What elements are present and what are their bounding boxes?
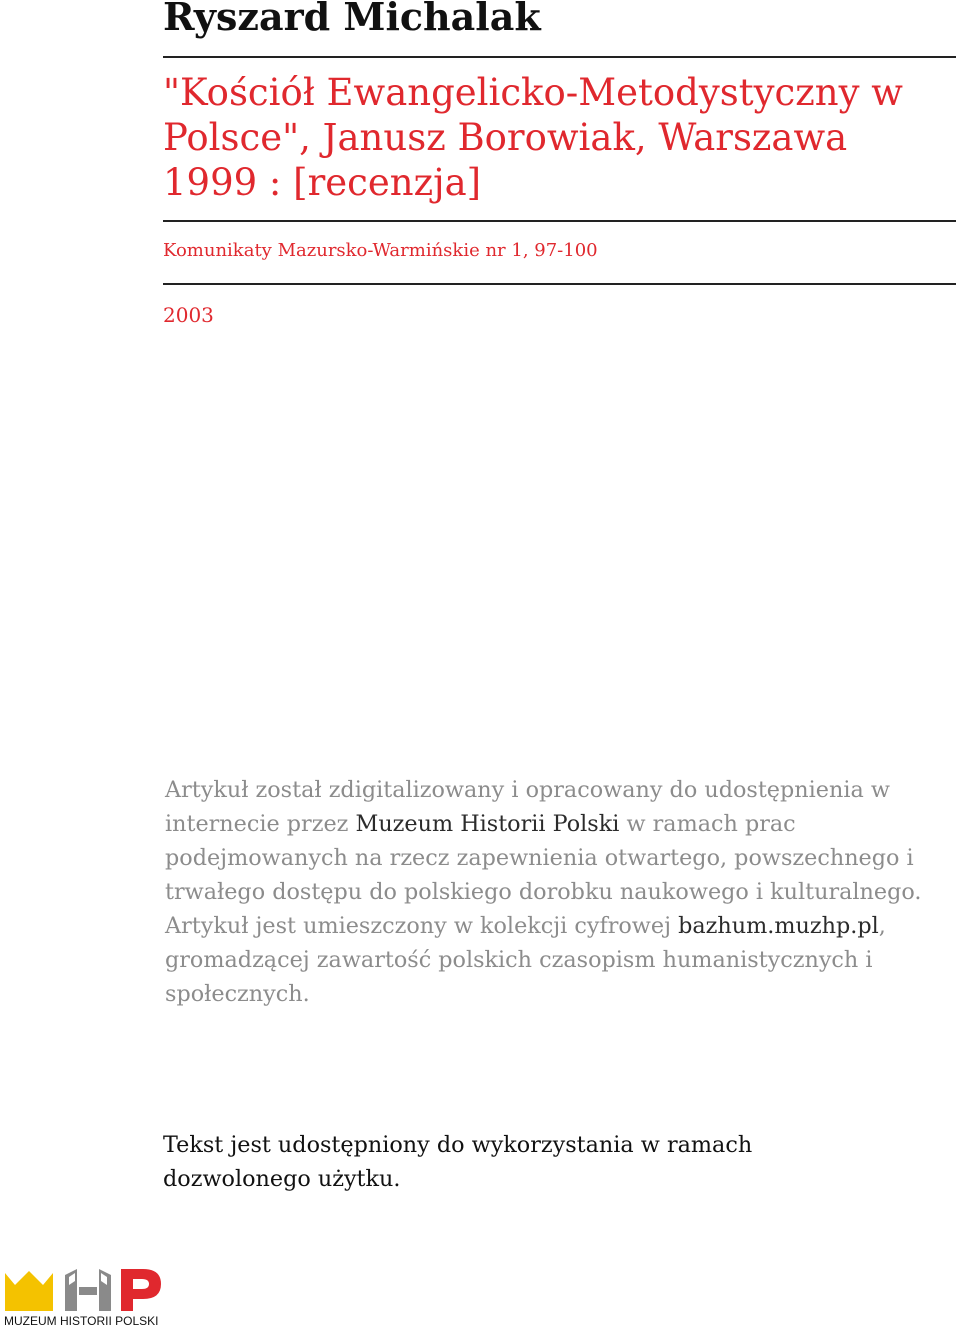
museum-name-link[interactable]: Muzeum Historii Polski [355,811,620,837]
bazhum-link[interactable]: bazhum.muzhp.pl [678,913,879,939]
notice-text-1: Artykuł został zdigitalizowany i opracowany do udostępnienia w internecie przez [165,777,890,837]
notice-text-2: w ramach prac podejmowanych na rzecz zapewnienia otwartego, powszechnego i trwałego dostępu do polskiego dorobku naukowego i kulturalnego. Artykuł jest umieszczony w kolekcji cyfrowej [165,811,922,939]
logo-text: MUZEUM HISTORII POLSKI [4,1314,159,1328]
logo-h-shape [65,1269,111,1311]
journal-source: Komunikaty Mazursko-Warmińskie nr 1, 97-100 [163,240,598,261]
divider-bottom [163,283,956,285]
museum-logo-icon [3,1265,168,1313]
publication-year: 2003 [163,303,214,327]
author-name: Ryszard Michalak [163,0,541,39]
logo-p-shape [121,1269,161,1311]
museum-logo [3,1265,168,1331]
divider-middle [163,220,956,222]
logo-crown-shape [5,1271,53,1311]
article-title: "Kościół Ewangelicko-Metodystyczny w Polsce", Janusz Borowiak, Warszawa 1999 : [recenzja] [163,71,903,204]
divider-top [163,56,956,58]
notice-text-3: , gromadzącej zawartość polskich czasopism humanistycznych i społecznych. [165,913,886,1007]
license-notice: Tekst jest udostępniony do wykorzystania w ramach dozwolonego użytku. [163,1132,753,1192]
digitization-notice [165,773,925,1011]
